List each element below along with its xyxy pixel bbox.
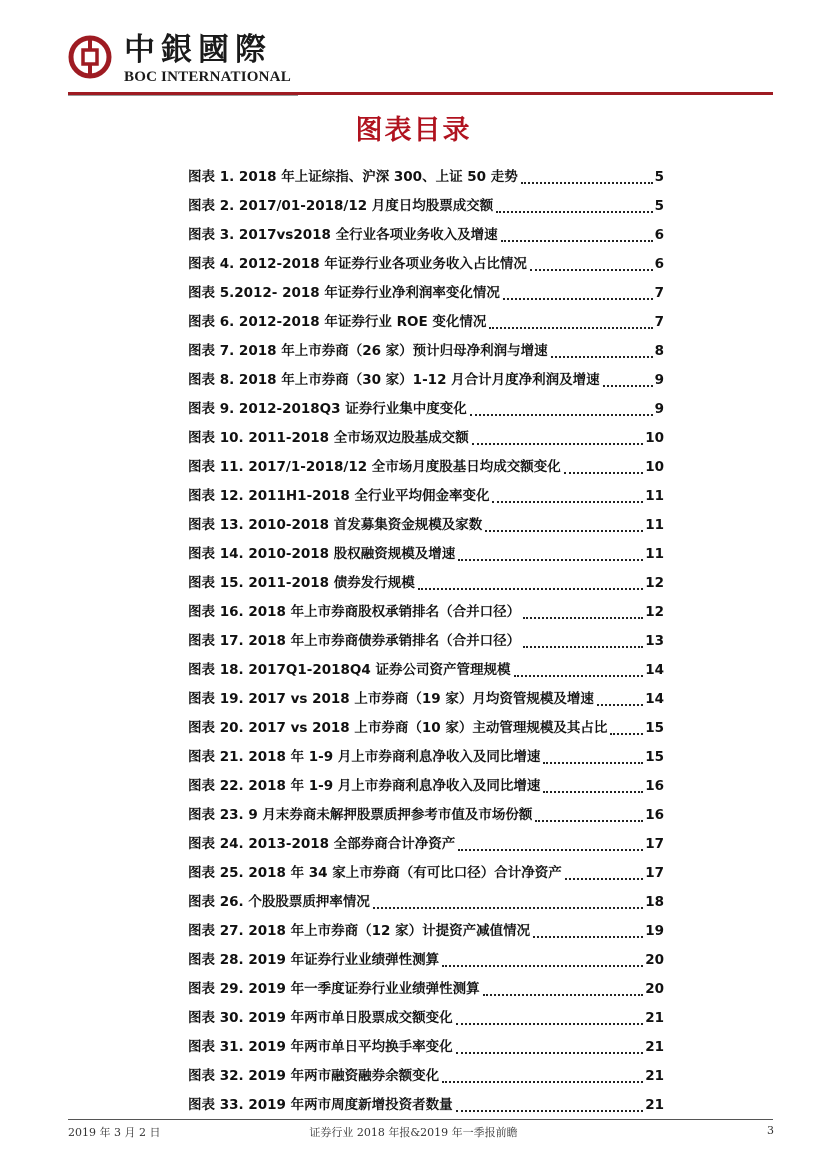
toc-entry-label: 图表 4. 2012-2018 年证券行业各项业务收入占比情况	[188, 256, 527, 272]
toc-entry[interactable]	[188, 709, 664, 738]
toc-entry-label: 图表 22. 2018 年 1-9 月上市券商利息净收入及同比增速	[188, 778, 541, 794]
toc-entry-label: 图表 32. 2019 年两市融资融券余额变化	[188, 1068, 440, 1084]
toc-entry-label: 图表 15. 2011-2018 债券发行规模	[188, 575, 415, 591]
toc-entry-label: 图表 7. 2018 年上市券商（26 家）预计归母净利润与增速	[188, 343, 548, 359]
toc-entry[interactable]	[188, 303, 664, 332]
toc-leader-dots	[418, 572, 643, 590]
toc-entry-page: 16	[645, 778, 664, 794]
toc-leader-dots	[565, 862, 643, 880]
toc-entry-page: 6	[654, 256, 664, 272]
toc-entry-label: 图表 2. 2017/01-2018/12 月度日均股票成交额	[188, 198, 494, 214]
page-title: 图表目录	[355, 115, 472, 146]
toc-entry-label: 图表 13. 2010-2018 首发募集资金规模及家数	[188, 517, 483, 533]
toc-entry[interactable]	[188, 767, 664, 796]
toc-entry-page: 7	[654, 314, 664, 330]
toc-entry-page: 11	[645, 517, 664, 533]
boc-coin-icon	[68, 35, 112, 79]
toc-leader-dots	[543, 746, 643, 764]
toc-entry-page: 15	[645, 749, 664, 765]
toc-entry-page: 11	[645, 546, 664, 562]
toc-entry-label: 图表 9. 2012-2018Q3 证券行业集中度变化	[188, 401, 467, 417]
toc-leader-dots	[489, 311, 652, 329]
toc-leader-dots	[533, 920, 643, 938]
toc-leader-dots	[523, 601, 643, 619]
toc-leader-dots	[373, 891, 643, 909]
toc-entry-label: 图表 5.2012- 2018 年证券行业净利润率变化情况	[188, 285, 500, 301]
toc-leader-dots	[523, 630, 643, 648]
toc-leader-dots	[535, 804, 643, 822]
toc-entry[interactable]	[188, 274, 664, 303]
toc-leader-dots	[496, 195, 652, 213]
toc-entry-page: 9	[654, 401, 664, 417]
toc-leader-dots	[456, 1094, 644, 1112]
toc-entry[interactable]	[188, 361, 664, 390]
toc-entry[interactable]	[188, 941, 664, 970]
toc-entry-page: 21	[645, 1010, 664, 1026]
toc-entry-page: 12	[645, 604, 664, 620]
toc-entry-page: 17	[645, 865, 664, 881]
toc-entry[interactable]	[188, 854, 664, 883]
toc-entry[interactable]	[188, 970, 664, 999]
toc-leader-dots	[483, 978, 644, 996]
toc-entry[interactable]	[188, 680, 664, 709]
boc-logo	[68, 33, 308, 85]
toc-leader-dots	[503, 282, 653, 300]
toc-entry-label: 图表 20. 2017 vs 2018 上市券商（10 家）主动管理规模及其占比	[188, 720, 608, 736]
toc-entry-label: 图表 16. 2018 年上市券商股权承销排名（合并口径）	[188, 604, 521, 620]
toc-leader-dots	[492, 485, 643, 503]
toc-leader-dots	[530, 253, 653, 271]
toc-entry-page: 5	[654, 169, 664, 185]
toc-entry[interactable]	[188, 535, 664, 564]
toc-leader-dots	[610, 717, 643, 735]
toc-entry-page: 9	[654, 372, 664, 388]
toc-entry-label: 图表 10. 2011-2018 全市场双边股基成交额	[188, 430, 469, 446]
toc-entry-page: 15	[645, 720, 664, 736]
toc-leader-dots	[485, 514, 643, 532]
toc-entry[interactable]	[188, 1086, 664, 1115]
toc-entry-page: 18	[645, 894, 664, 910]
toc-leader-dots	[521, 166, 653, 184]
toc-leader-dots	[456, 1036, 644, 1054]
toc-entry[interactable]	[188, 622, 664, 651]
toc-entry-label: 图表 19. 2017 vs 2018 上市券商（19 家）月均资管规模及增速	[188, 691, 594, 707]
toc-entry-page: 8	[654, 343, 664, 359]
toc-entry[interactable]	[188, 390, 664, 419]
toc-entry-label: 图表 12. 2011H1-2018 全行业平均佣金率变化	[188, 488, 490, 504]
toc-entry-page: 16	[645, 807, 664, 823]
toc-leader-dots	[597, 688, 643, 706]
footer-report-title: 证券行业 2018 年报&2019 年一季报前瞻	[309, 1126, 518, 1139]
toc-entry-page: 14	[645, 662, 664, 678]
toc-leader-dots	[551, 340, 653, 358]
toc-entry-page: 6	[654, 227, 664, 243]
toc-entry-page: 20	[645, 981, 664, 997]
footer-page-number: 3	[767, 1124, 774, 1137]
toc-entry-page: 12	[645, 575, 664, 591]
toc-entry[interactable]	[188, 187, 664, 216]
toc-entry-label: 图表 31. 2019 年两市单日平均换手率变化	[188, 1039, 453, 1055]
toc-entry[interactable]	[188, 158, 664, 187]
toc-entry[interactable]	[188, 332, 664, 361]
toc-entry[interactable]	[188, 593, 664, 622]
toc-entry[interactable]	[188, 477, 664, 506]
toc-entry-label: 图表 17. 2018 年上市券商债券承销排名（合并口径）	[188, 633, 521, 649]
toc-leader-dots	[564, 456, 643, 474]
toc-entry[interactable]	[188, 651, 664, 680]
toc-entry-page: 21	[645, 1039, 664, 1055]
toc-entry-label: 图表 24. 2013-2018 全部券商合计净资产	[188, 836, 456, 852]
toc-entry-page: 21	[645, 1097, 664, 1113]
toc-entry[interactable]	[188, 883, 664, 912]
footer-divider	[68, 1119, 773, 1120]
toc-leader-dots	[501, 224, 653, 242]
toc-entry[interactable]	[188, 999, 664, 1028]
toc-entry[interactable]	[188, 825, 664, 854]
toc-leader-dots	[442, 1065, 643, 1083]
toc-entry-page: 5	[654, 198, 664, 214]
toc-leader-dots	[442, 949, 643, 967]
header-divider-thin	[68, 95, 298, 96]
toc-entry[interactable]	[188, 245, 664, 274]
toc-entry-label: 图表 33. 2019 年两市周度新增投资者数量	[188, 1097, 453, 1113]
toc-entry[interactable]	[188, 216, 664, 245]
toc-entry[interactable]	[188, 1057, 664, 1086]
toc-leader-dots	[458, 543, 643, 561]
toc-entry-page: 10	[645, 459, 664, 475]
toc-entry-label: 图表 30. 2019 年两市单日股票成交额变化	[188, 1010, 453, 1026]
toc-entry[interactable]	[188, 912, 664, 941]
toc-entry-label: 图表 14. 2010-2018 股权融资规模及增速	[188, 546, 456, 562]
logo-chinese-name: 中銀國際	[124, 32, 272, 68]
toc-entry-page: 13	[645, 633, 664, 649]
toc-leader-dots	[456, 1007, 644, 1025]
toc-entry[interactable]	[188, 506, 664, 535]
toc-entry-page: 10	[645, 430, 664, 446]
toc-entry-label: 图表 11. 2017/1-2018/12 全市场月度股基日均成交额变化	[188, 459, 561, 475]
toc-entry-label: 图表 29. 2019 年一季度证券行业业绩弹性测算	[188, 981, 480, 997]
table-of-figures	[188, 158, 664, 1115]
toc-entry[interactable]	[188, 448, 664, 477]
toc-entry-page: 19	[645, 923, 664, 939]
logo-english-name: BOC INTERNATIONAL	[124, 69, 291, 85]
toc-entry-label: 图表 8. 2018 年上市券商（30 家）1-12 月合计月度净利润及增速	[188, 372, 600, 388]
toc-entry[interactable]	[188, 564, 664, 593]
toc-entry-label: 图表 27. 2018 年上市券商（12 家）计提资产减值情况	[188, 923, 531, 939]
toc-entry-label: 图表 6. 2012-2018 年证券行业 ROE 变化情况	[188, 314, 487, 330]
toc-entry-label: 图表 25. 2018 年 34 家上市券商（有可比口径）合计净资产	[188, 865, 562, 881]
toc-entry-label: 图表 1. 2018 年上证综指、沪深 300、上证 50 走势	[188, 169, 518, 185]
toc-entry-page: 14	[645, 691, 664, 707]
toc-entry-page: 20	[645, 952, 664, 968]
toc-entry[interactable]	[188, 796, 664, 825]
toc-entry-page: 7	[654, 285, 664, 301]
toc-entry[interactable]	[188, 1028, 664, 1057]
toc-entry[interactable]	[188, 419, 664, 448]
footer-date: 2019 年 3 月 2 日	[68, 1126, 161, 1139]
toc-entry-label: 图表 28. 2019 年证券行业业绩弹性测算	[188, 952, 440, 968]
toc-leader-dots	[470, 398, 653, 416]
toc-entry-label: 图表 18. 2017Q1-2018Q4 证券公司资产管理规模	[188, 662, 511, 678]
toc-leader-dots	[472, 427, 643, 445]
toc-entry-label: 图表 26. 个股股票质押率情况	[188, 894, 370, 910]
toc-leader-dots	[603, 369, 653, 387]
toc-entry-label: 图表 23. 9 月末券商未解押股票质押参考市值及市场份额	[188, 807, 533, 823]
toc-leader-dots	[514, 659, 644, 677]
toc-entry-page: 21	[645, 1068, 664, 1084]
toc-entry-page: 11	[645, 488, 664, 504]
toc-entry[interactable]	[188, 738, 664, 767]
toc-leader-dots	[458, 833, 643, 851]
toc-entry-page: 17	[645, 836, 664, 852]
toc-leader-dots	[543, 775, 643, 793]
toc-entry-label: 图表 21. 2018 年 1-9 月上市券商利息净收入及同比增速	[188, 749, 541, 765]
toc-entry-label: 图表 3. 2017vs2018 全行业各项业务收入及增速	[188, 227, 498, 243]
